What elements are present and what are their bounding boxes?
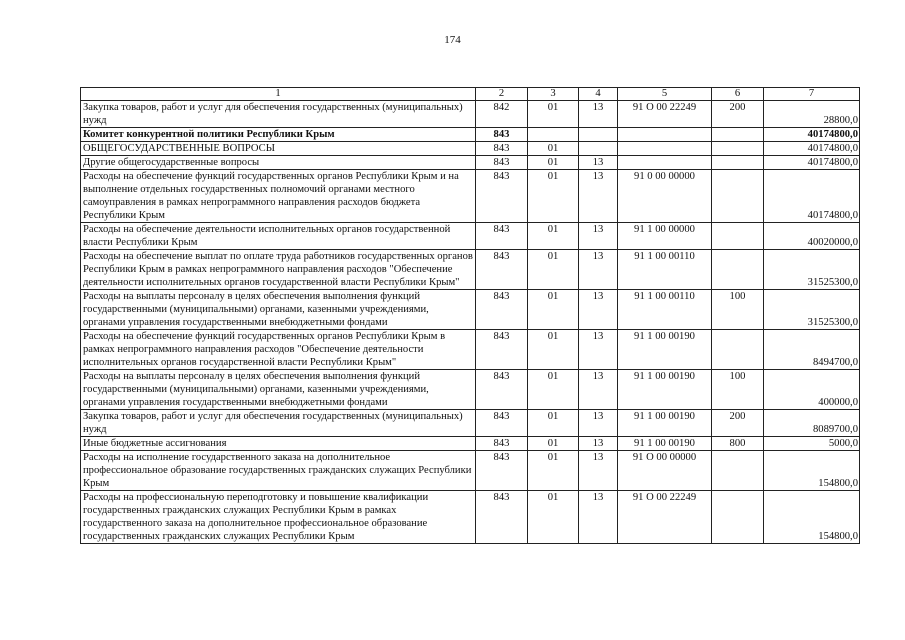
row-amount: 31525300,0	[764, 290, 860, 330]
row-subsection	[579, 142, 618, 156]
row-name: Расходы на обеспечение функций государственных органов Республики Крым в рамках непрограммного направления расходов "Обеспечение деятельности исполнительных органов государственной власти Республики Крым"	[81, 330, 476, 370]
row-expense-type: 100	[712, 370, 764, 410]
table-row	[81, 451, 860, 491]
row-amount: 40174800,0	[764, 156, 860, 170]
row-expense-type	[712, 156, 764, 170]
row-expense-type: 200	[712, 101, 764, 128]
row-article: 91 1 00 00110	[618, 290, 712, 330]
row-expense-type	[712, 330, 764, 370]
row-article	[618, 142, 712, 156]
table-row	[81, 290, 860, 330]
table-row	[81, 370, 860, 410]
row-subsection: 13	[579, 250, 618, 290]
table-row	[81, 156, 860, 170]
header-cell-col1: 1	[81, 88, 476, 101]
table-row	[81, 250, 860, 290]
row-subsection: 13	[579, 410, 618, 437]
row-name: Закупка товаров, работ и услуг для обеспечения государственных (муниципальных) нужд	[81, 101, 476, 128]
row-code: 843	[476, 437, 528, 451]
row-name: Расходы на исполнение государственного заказа на дополнительное профессиональное образование государственных гражданских служащих Республики Крым	[81, 451, 476, 491]
header-row	[81, 88, 860, 101]
row-name: Расходы на обеспечение выплат по оплате труда работников государственных органов Республики Крым в рамках непрограммного направления расходов "Обеспечение деятельности исполнительных органов государственной власти Республики Крым"	[81, 250, 476, 290]
header-cell-col7: 7	[764, 88, 860, 101]
row-code: 843	[476, 170, 528, 223]
row-code: 843	[476, 142, 528, 156]
row-section: 01	[528, 290, 579, 330]
row-expense-type	[712, 451, 764, 491]
row-expense-type	[712, 491, 764, 544]
row-article	[618, 156, 712, 170]
header-cell-col6: 6	[712, 88, 764, 101]
row-article: 91 0 00 00000	[618, 170, 712, 223]
row-amount: 28800,0	[764, 101, 860, 128]
row-article: 91 1 00 00190	[618, 410, 712, 437]
row-code: 842	[476, 101, 528, 128]
row-subsection: 13	[579, 170, 618, 223]
row-subsection: 13	[579, 101, 618, 128]
header-cell-col3: 3	[528, 88, 579, 101]
row-name: ОБЩЕГОСУДАРСТВЕННЫЕ ВОПРОСЫ	[81, 142, 476, 156]
row-expense-type	[712, 223, 764, 250]
header-cell-col5: 5	[618, 88, 712, 101]
row-article: 91 1 00 00190	[618, 437, 712, 451]
budget-table	[80, 87, 860, 544]
row-section: 01	[528, 142, 579, 156]
row-code: 843	[476, 128, 528, 142]
row-expense-type	[712, 250, 764, 290]
row-amount: 31525300,0	[764, 250, 860, 290]
row-amount: 40174800,0	[764, 170, 860, 223]
row-amount: 40020000,0	[764, 223, 860, 250]
row-subsection: 13	[579, 370, 618, 410]
row-code: 843	[476, 370, 528, 410]
row-amount: 400000,0	[764, 370, 860, 410]
row-article: 91 О 00 22249	[618, 101, 712, 128]
row-name: Расходы на выплаты персоналу в целях обеспечения выполнения функций государственными (муниципальными) органами, казенными учреждениями, органами управления государственными внебюджетными фондами	[81, 290, 476, 330]
row-subsection: 13	[579, 223, 618, 250]
row-name: Другие общегосударственные вопросы	[81, 156, 476, 170]
row-expense-type: 800	[712, 437, 764, 451]
row-expense-type: 100	[712, 290, 764, 330]
row-article: 91 О 00 22249	[618, 491, 712, 544]
row-section: 01	[528, 370, 579, 410]
row-section: 01	[528, 330, 579, 370]
row-code: 843	[476, 250, 528, 290]
row-code: 843	[476, 491, 528, 544]
row-article: 91 1 00 00190	[618, 330, 712, 370]
row-subsection: 13	[579, 290, 618, 330]
row-amount: 40174800,0	[764, 142, 860, 156]
row-name: Расходы на обеспечение деятельности исполнительных органов государственной власти Республики Крым	[81, 223, 476, 250]
row-expense-type	[712, 128, 764, 142]
row-amount: 8089700,0	[764, 410, 860, 437]
table-body	[81, 88, 860, 544]
row-article: 91 1 00 00190	[618, 370, 712, 410]
row-section: 01	[528, 170, 579, 223]
row-article: 91 О 00 00000	[618, 451, 712, 491]
row-code: 843	[476, 410, 528, 437]
row-expense-type: 200	[712, 410, 764, 437]
table-row	[81, 223, 860, 250]
row-subsection: 13	[579, 451, 618, 491]
row-section: 01	[528, 451, 579, 491]
row-section: 01	[528, 223, 579, 250]
row-subsection: 13	[579, 437, 618, 451]
table-row	[81, 410, 860, 437]
row-amount: 40174800,0	[764, 128, 860, 142]
row-code: 843	[476, 290, 528, 330]
row-amount: 154800,0	[764, 451, 860, 491]
row-subsection: 13	[579, 491, 618, 544]
row-amount: 154800,0	[764, 491, 860, 544]
row-name: Расходы на выплаты персоналу в целях обеспечения выполнения функций государственными (муниципальными) органами, казенными учреждениями, органами управления государственными внебюджетными фондами	[81, 370, 476, 410]
row-code: 843	[476, 330, 528, 370]
row-subsection	[579, 128, 618, 142]
row-name: Иные бюджетные ассигнования	[81, 437, 476, 451]
row-article: 91 1 00 00000	[618, 223, 712, 250]
table-row	[81, 437, 860, 451]
row-section: 01	[528, 410, 579, 437]
row-name: Расходы на профессиональную переподготовку и повышение квалификации государственных гражданских служащих Республики Крым в рамках государственного заказа на дополнительное профессиональное образование государственных гражданских служащих Республики Крым	[81, 491, 476, 544]
row-expense-type	[712, 142, 764, 156]
row-amount: 8494700,0	[764, 330, 860, 370]
table-row	[81, 170, 860, 223]
row-name: Расходы на обеспечение функций государственных органов Республики Крым и на выполнение отдельных государственных полномочий органами местного самоуправления в рамках непрограммного направления расходов бюджета Республики Крым	[81, 170, 476, 223]
table-row	[81, 142, 860, 156]
page-number: 174	[444, 34, 461, 46]
row-section	[528, 128, 579, 142]
row-article: 91 1 00 00110	[618, 250, 712, 290]
row-name: Комитет конкурентной политики Республики Крым	[81, 128, 476, 142]
row-article	[618, 128, 712, 142]
row-code: 843	[476, 223, 528, 250]
table-row	[81, 491, 860, 544]
header-cell-col4: 4	[579, 88, 618, 101]
row-section: 01	[528, 491, 579, 544]
row-section: 01	[528, 437, 579, 451]
row-section: 01	[528, 156, 579, 170]
row-subsection: 13	[579, 156, 618, 170]
row-subsection: 13	[579, 330, 618, 370]
row-amount: 5000,0	[764, 437, 860, 451]
row-name: Закупка товаров, работ и услуг для обеспечения государственных (муниципальных) нужд	[81, 410, 476, 437]
row-code: 843	[476, 156, 528, 170]
row-section: 01	[528, 250, 579, 290]
header-cell-col2: 2	[476, 88, 528, 101]
table-row	[81, 128, 860, 142]
row-section: 01	[528, 101, 579, 128]
table-row	[81, 101, 860, 128]
row-code: 843	[476, 451, 528, 491]
table-row	[81, 330, 860, 370]
row-expense-type	[712, 170, 764, 223]
